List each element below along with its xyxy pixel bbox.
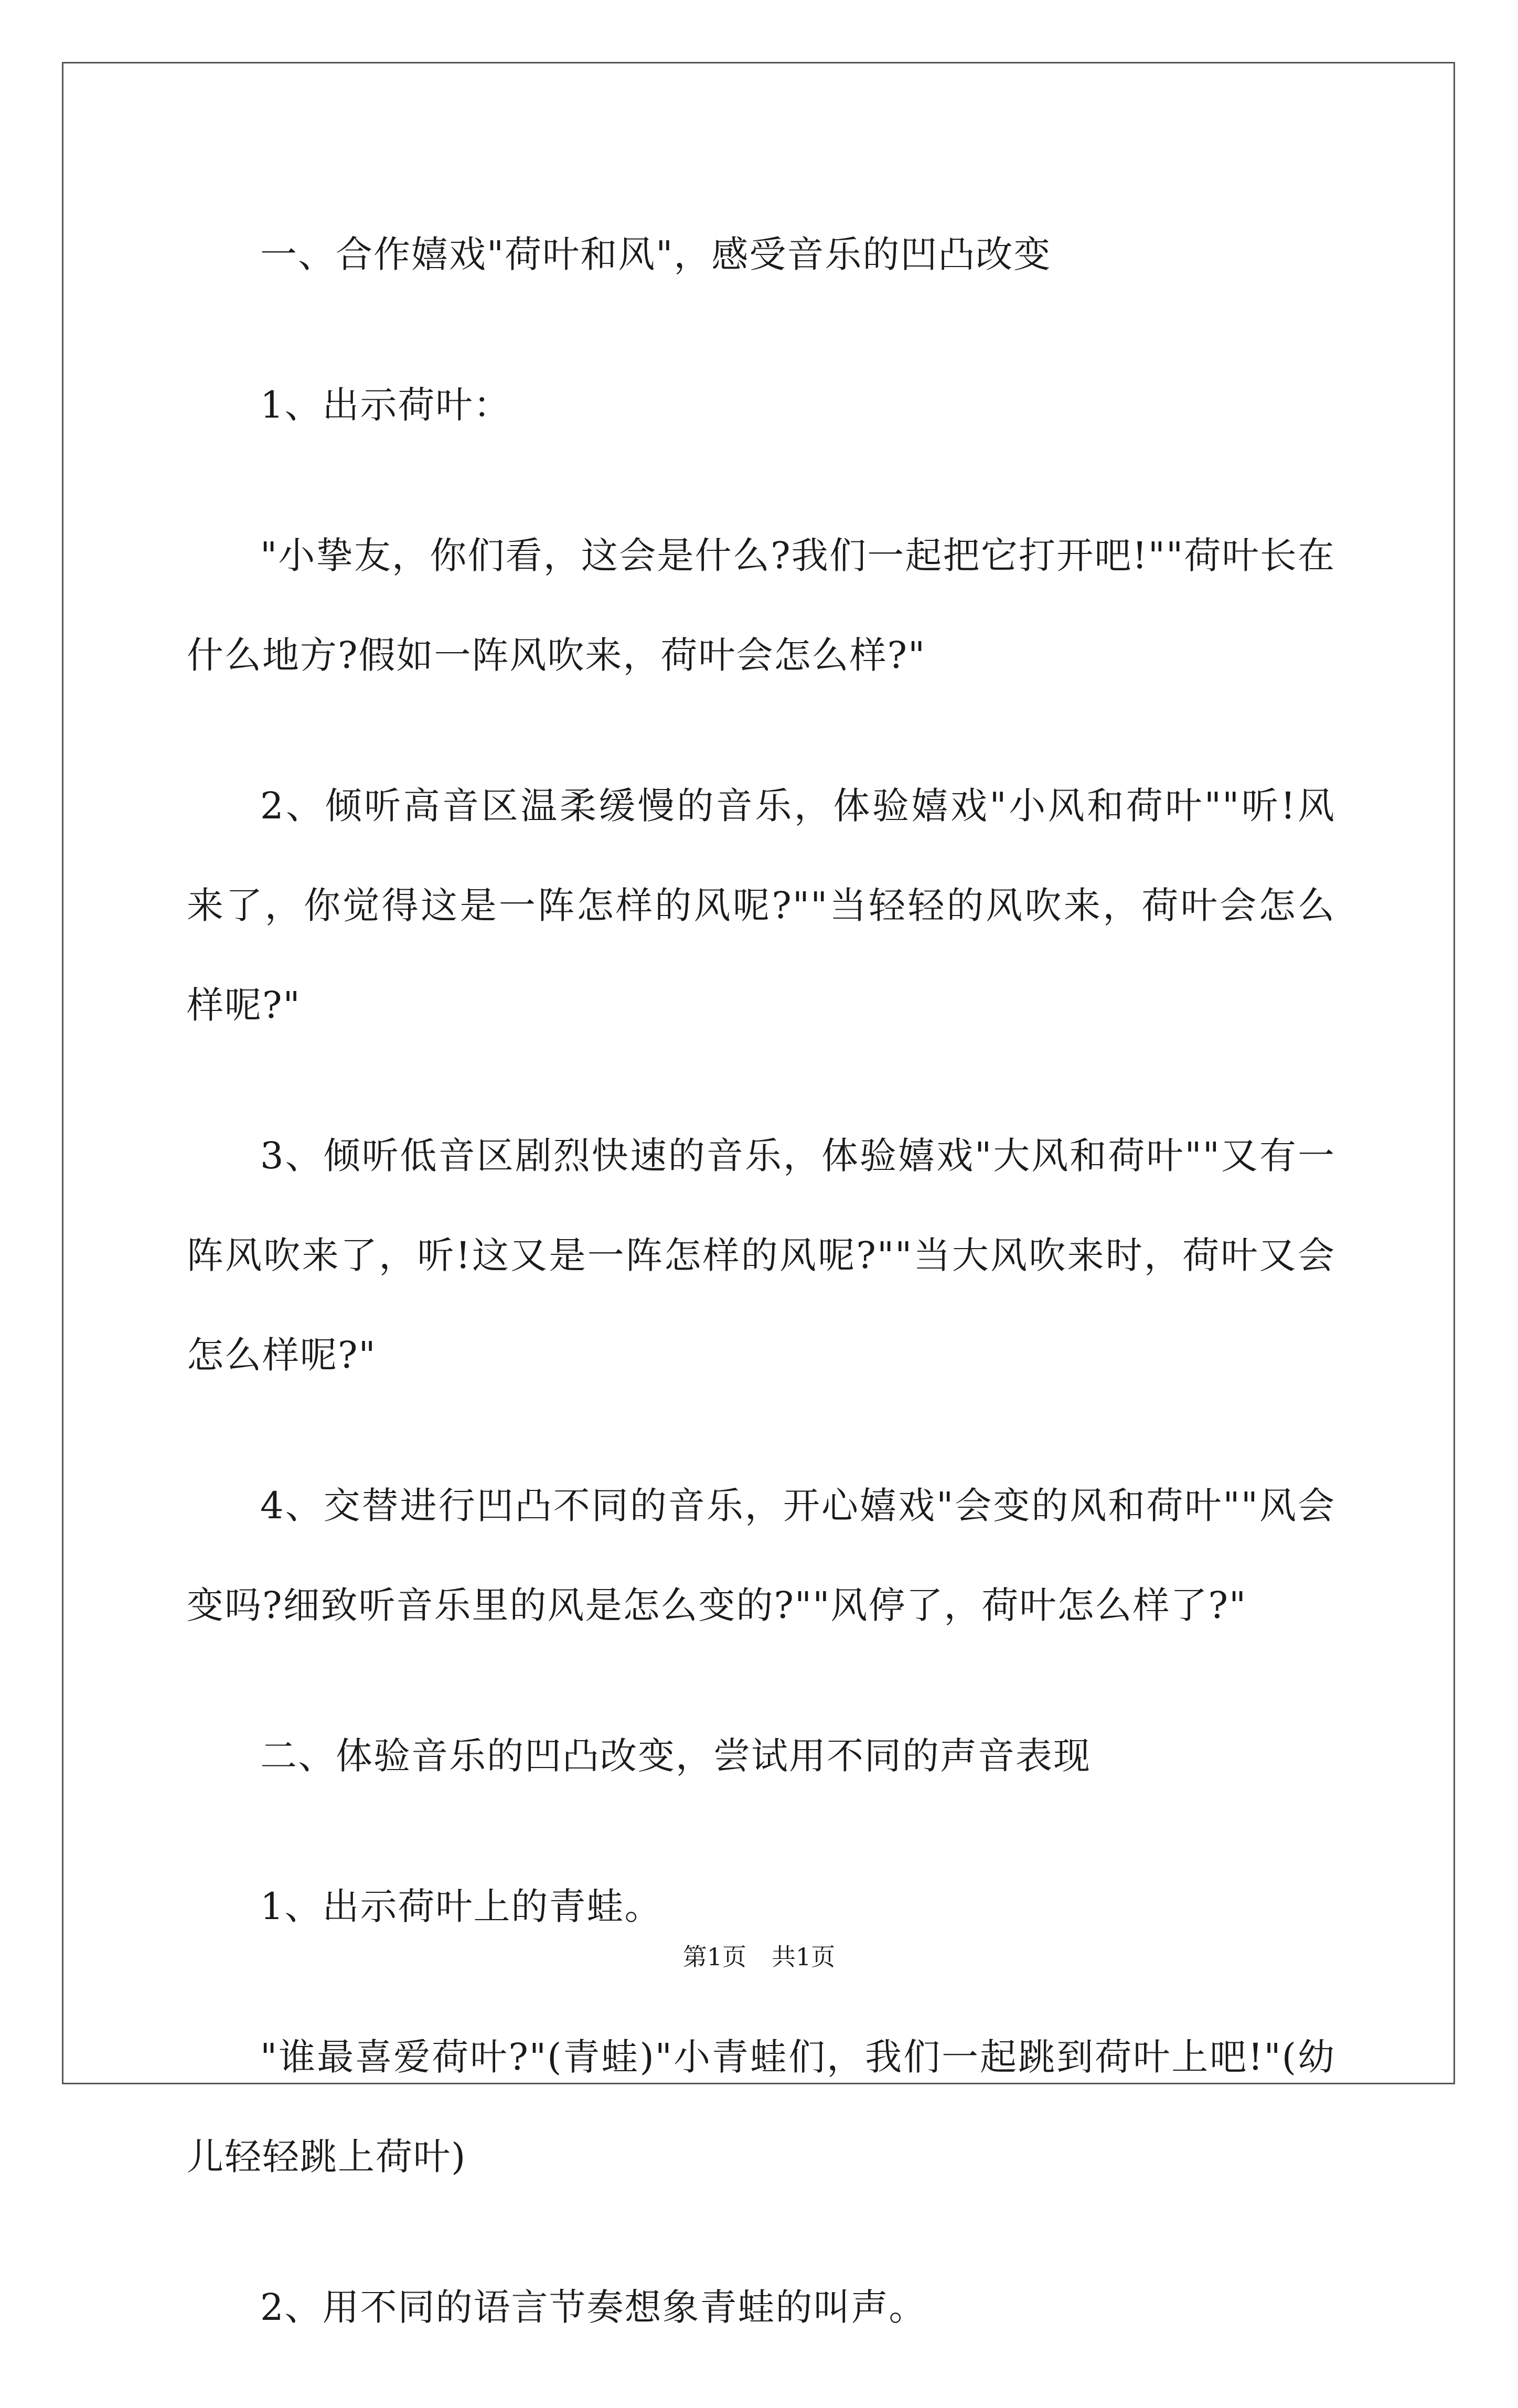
section-heading-1: 一、合作嬉戏"荷叶和风"，感受音乐的凹凸改变 [260, 233, 1052, 276]
step-1-4: 4、交替进行凹凸不同的音乐，开心嬉戏"会变的风和荷叶""风会变吗?细致听音乐里的风是怎么变的?""风停了，荷叶怎么样了?" [187, 1484, 1335, 1627]
page-number-total: 共1页 [772, 1943, 836, 1971]
step-1-1: 1、出示荷叶： [260, 383, 511, 427]
section-heading-2: 二、体验音乐的凹凸改变，尝试用不同的声音表现 [260, 1734, 1091, 1777]
step-2-1: 1、出示荷叶上的青蛙。 [260, 1885, 662, 1928]
page-number-current: 第1页 [682, 1943, 746, 1971]
document-body [187, 205, 1335, 2408]
step-1-3: 3、倾听低音区剧烈快速的音乐，体验嬉戏"大风和荷叶""又有一阵风吹来了，听!这又是一阵怎样的风呢?""当大风吹来时，荷叶又会怎么样呢?" [187, 1134, 1335, 1377]
step-1-2: 2、倾听高音区温柔缓慢的音乐，体验嬉戏"小风和荷叶""听!风来了，你觉得这是一阵怎样的风呢?""当轻轻的风吹来，荷叶会怎么样呢?" [187, 784, 1335, 1027]
paragraph-dialogue-2: "谁最喜爱荷叶?"(青蛙)"小青蛙们，我们一起跳到荷叶上吧!"(幼儿轻轻跳上荷叶) [187, 2036, 1335, 2178]
step-2-2: 2、用不同的语言节奏想象青蛙的叫声。 [260, 2286, 927, 2329]
paragraph-dialogue-1: "小挚友，你们看，这会是什么?我们一起把它打开吧!""荷叶长在什么地方?假如一阵风吹来，荷叶会怎么样?" [187, 534, 1335, 677]
page-footer [0, 1941, 1518, 1973]
